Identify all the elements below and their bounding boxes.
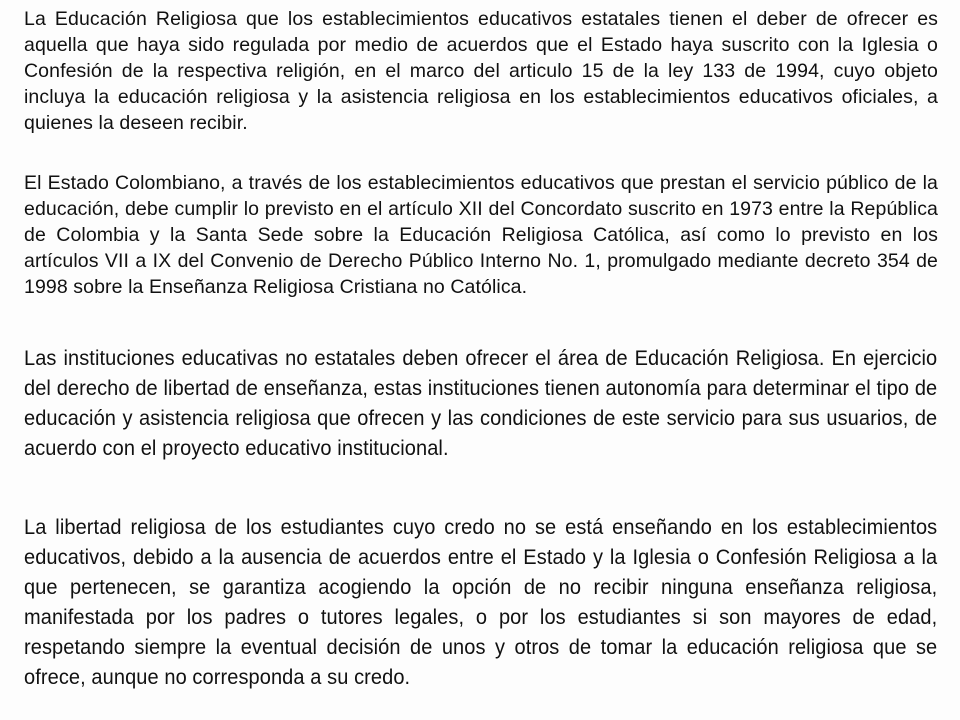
paragraph-colombian-state-obligations: El Estado Colombiano, a través de los establecimientos educativos que prestan el servicio público de la educación, debe cumplir lo previsto en el artículo XII del Concordato suscrito en 1973 entre la República de Colombia y la Santa Sede sobre la Educación Religiosa Católica, así como lo previsto en los artículos VII a IX del Convenio de Derecho Público Interno No. 1, promulgado mediante decreto 354 de 1998 sobre la Enseñanza Religiosa Cristiana no Católica. <box>24 172 938 298</box>
paragraph-non-state-institutions: Las instituciones educativas no estatales deben ofrecer el área de Educación Religiosa. En ejercicio del derecho de libertad de enseñanza, estas instituciones tienen autonomía para determinar el tipo de educación y asistencia religiosa que ofrecen y las condiciones de este servicio para sus usuarios, de acuerdo con el proyecto educativo institucional. <box>24 346 938 460</box>
paragraph-religious-education-definition: La Educación Religiosa que los establecimientos educativos estatales tienen el deber de ofrecer es aquella que haya sido regulada por medio de acuerdos que el Estado haya suscrito con la Iglesia o Confesión de la respectiva religión, en el marco del articulo 15 de la ley 133 de 1994, cuyo objeto incluya la educación religiosa y la asistencia religiosa en los establecimientos educativos oficiales, a quienes la deseen recibir. <box>24 8 938 134</box>
paragraph-student-religious-freedom: La libertad religiosa de los estudiantes cuyo credo no se está enseñando en los establecimientos educativos, debido a la ausencia de acuerdos entre el Estado y la Iglesia o Confesión Religiosa a la que pertenecen, se garantiza acogiendo la opción de no recibir ninguna enseñanza religiosa, manifestada por los padres o tutores legales, o por los estudiantes si son mayores de edad, respetando siempre la eventual decisión de unos y otros de tomar la educación religiosa que se ofrece, aunque no corresponda a su credo. <box>24 515 938 689</box>
